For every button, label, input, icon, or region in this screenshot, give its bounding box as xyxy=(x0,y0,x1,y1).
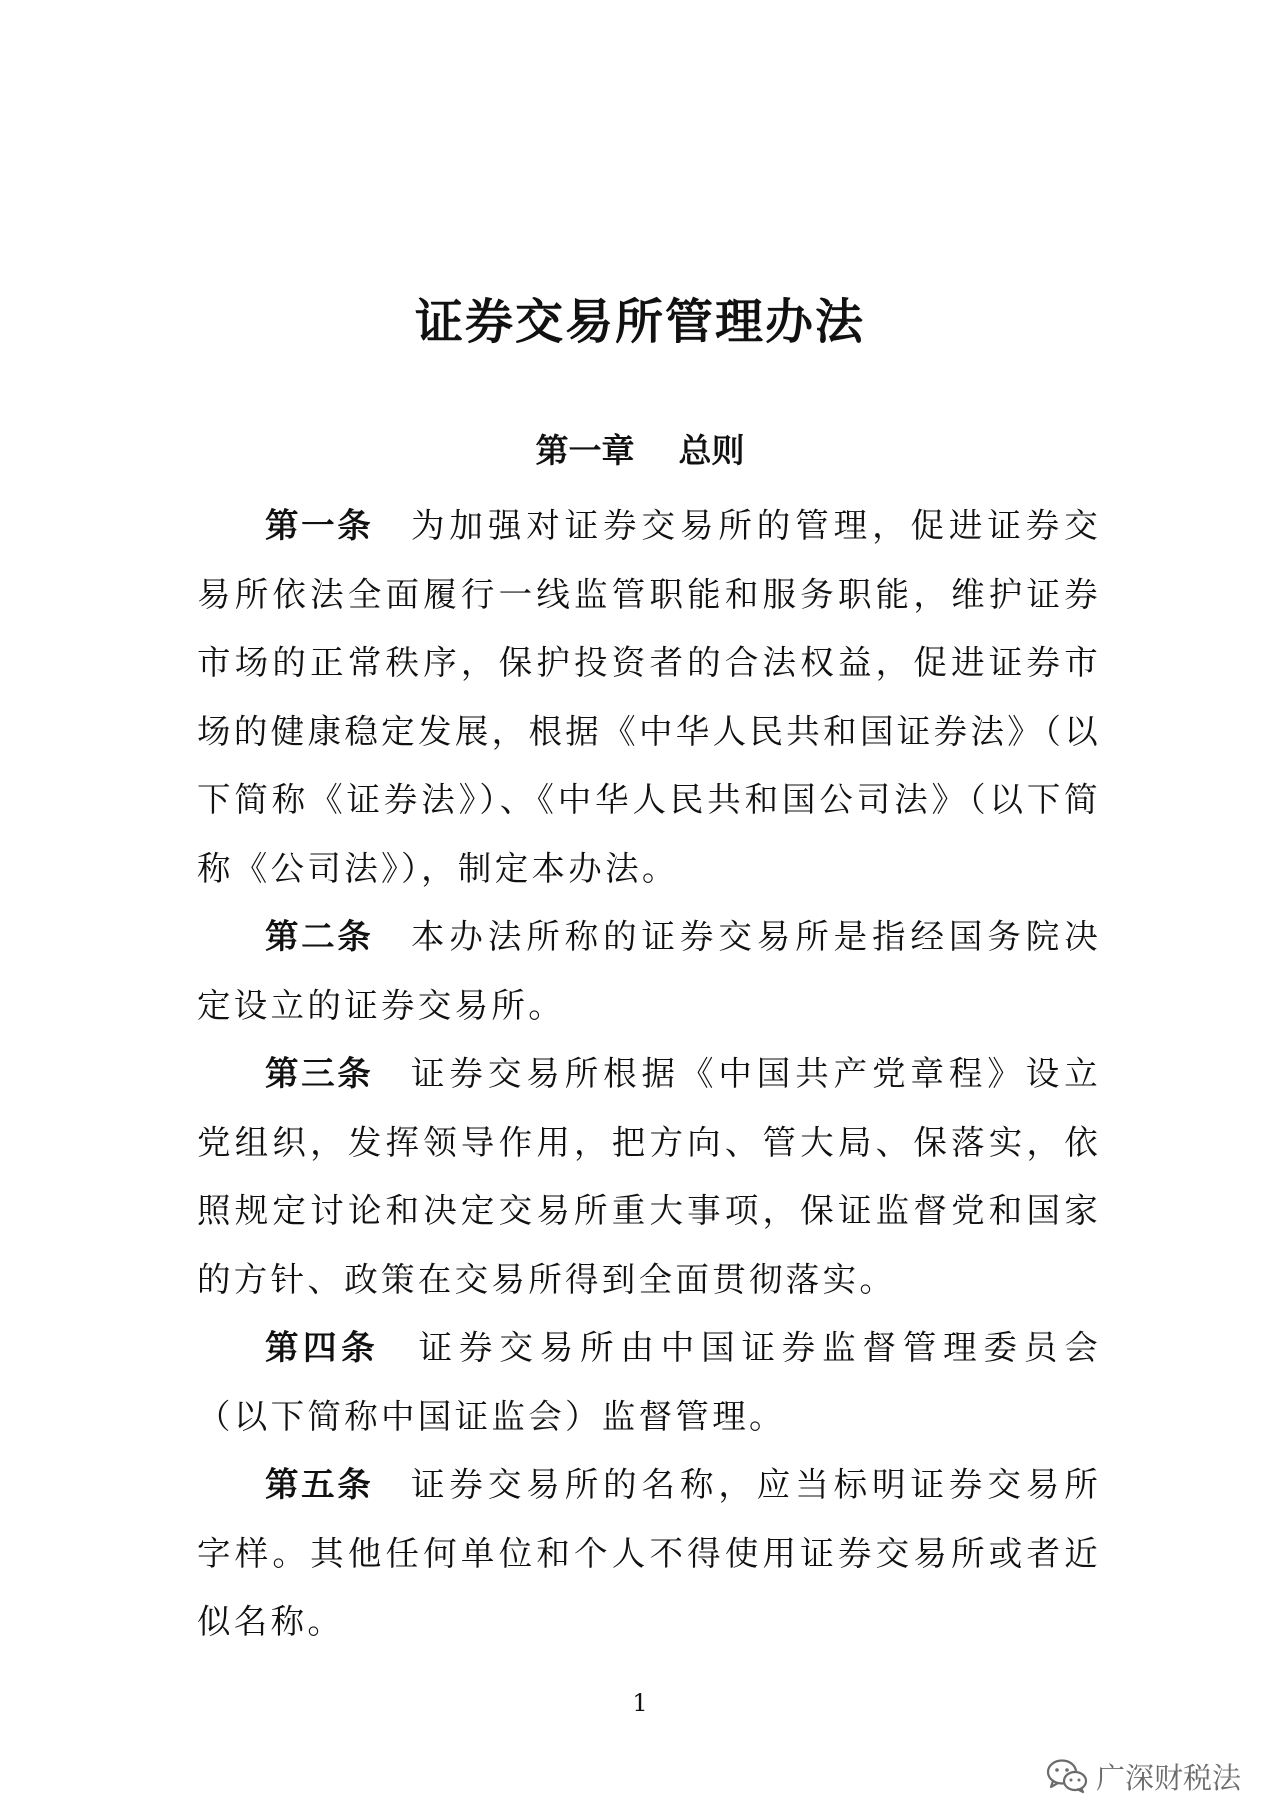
watermark xyxy=(1046,1752,1241,1800)
document-body xyxy=(197,492,1101,1657)
article-label: 第一条 xyxy=(265,506,374,545)
article xyxy=(197,1040,1101,1314)
document-title: 证券交易所管理办法 xyxy=(414,294,865,350)
article xyxy=(197,492,1101,903)
article-text: 证券交易所的名称，应当标明证券交易所字样。其他任何单位和个人不得使用证券交易所或者近似名称。 xyxy=(197,1465,1101,1641)
article-text: 证券交易所由中国证券监督管理委员会（以下简称中国证监会）监督管理。 xyxy=(197,1328,1101,1436)
chapter-name: 总则 xyxy=(678,431,745,470)
article-label: 第三条 xyxy=(265,1054,374,1093)
article xyxy=(197,1451,1101,1657)
article-label: 第五条 xyxy=(265,1465,374,1504)
article-text: 证券交易所根据《中国共产党章程》设立党组织，发挥领导作用，把方向、管大局、保落实，依照规定讨论和决定交易所重大事项，保证监督党和国家的方针、政策在交易所得到全面贯彻落实。 xyxy=(197,1054,1101,1299)
wechat-icon xyxy=(1046,1758,1088,1794)
article xyxy=(197,1314,1101,1451)
page-number: 1 xyxy=(632,1689,648,1717)
article-text: 为加强对证券交易所的管理，促进证券交易所依法全面履行一线监管职能和服务职能，维护证券市场的正常秩序，保护投资者的合法权益，促进证券市场的健康稳定发展，根据《中华人民共和国证券法》（以下简称《证券法》）、《中华人民共和国公司法》（以下简称《公司法》），制定本办法。 xyxy=(197,506,1101,888)
article-label: 第四条 xyxy=(265,1328,380,1367)
chapter-number: 第一章 xyxy=(535,431,635,470)
chapter-heading xyxy=(0,428,1280,474)
article xyxy=(197,903,1101,1040)
article-text: 本办法所称的证券交易所是指经国务院决定设立的证券交易所。 xyxy=(197,917,1101,1025)
article-label: 第二条 xyxy=(265,917,374,956)
watermark-text: 广深财税法 xyxy=(1096,1760,1242,1795)
